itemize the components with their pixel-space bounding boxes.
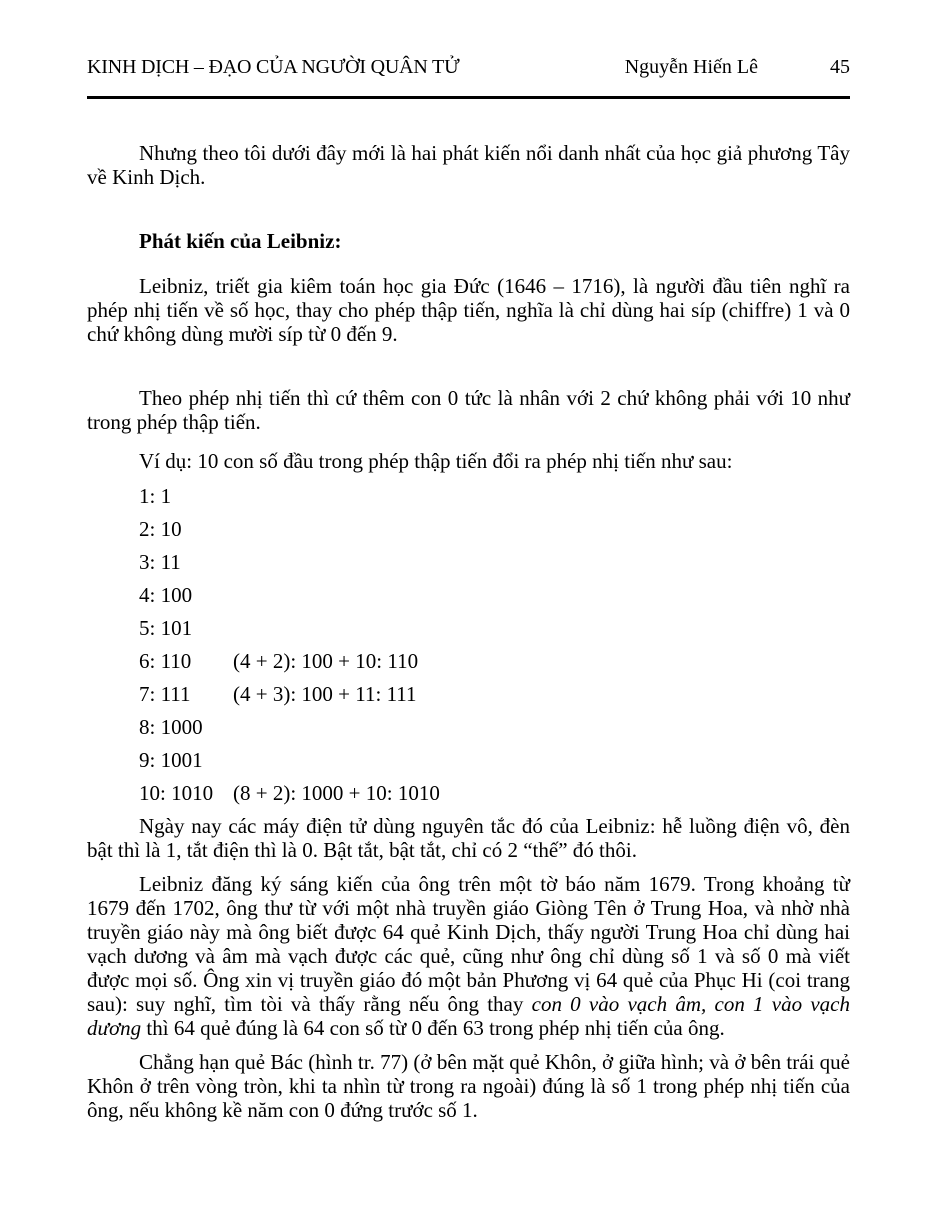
list-item-note [233, 484, 850, 508]
list-item [87, 517, 850, 541]
list-item-note [233, 550, 850, 574]
list-item-note [233, 583, 850, 607]
list-item-note [233, 616, 850, 640]
list-item-note [233, 748, 850, 772]
list-item-note [233, 517, 850, 541]
list-item-value: 7: 111 [139, 682, 191, 706]
header-author: Nguyễn Hiến Lê [624, 56, 758, 78]
list-item [87, 649, 850, 673]
history-text-after-italic: thì 64 quẻ đúng là 64 con số từ 0 đến 63 trong phép nhị tiến của ông. [141, 1016, 725, 1040]
paragraph-example-intro: Ví dụ: 10 con số đầu trong phép thập tiến đổi ra phép nhị tiến như sau: [139, 449, 733, 473]
list-item-value: 1: 1 [139, 484, 172, 508]
history-italic-phrase: con 0 vào vạch âm, con 1 vào vạch dương [87, 992, 850, 1040]
list-item [87, 715, 850, 739]
running-header [87, 55, 850, 79]
header-rule [87, 96, 850, 99]
list-item-value: 3: 11 [139, 550, 181, 574]
header-book-title: KINH DỊCH – ĐẠO CỦA NGƯỜI QUÂN TỬ [87, 56, 460, 78]
list-item-note [233, 715, 850, 739]
list-item-note: (4 + 3): 100 + 11: 111 [233, 682, 417, 706]
list-item [87, 550, 850, 574]
list-item-value: 8: 1000 [139, 715, 203, 739]
paragraph-binary-rule: Theo phép nhị tiến thì cứ thêm con 0 tức là nhân với 2 chứ không phải với 10 như trong phép thập tiến. [87, 386, 850, 434]
list-item-value: 4: 100 [139, 583, 193, 607]
list-item-note: (8 + 2): 1000 + 10: 1010 [233, 781, 440, 805]
list-item [87, 583, 850, 607]
paragraph-computers: Ngày nay các máy điện tử dùng nguyên tắc đó của Leibniz: hễ luồng điện vô, đèn bật thì là 1, tắt điện thì là 0. Bật tắt, bật tắt, chỉ có 2 “thế” đó thôi. [87, 814, 850, 862]
list-item-value: 10: 1010 [139, 781, 214, 805]
list-item-value: 9: 1001 [139, 748, 203, 772]
paragraph-history [87, 872, 850, 1040]
list-item [87, 616, 850, 640]
history-text-before-italic: Leibniz đăng ký sáng kiến của ông trên một tờ báo năm 1679. Trong khoảng từ 1679 đến 1702, ông thư từ với một nhà truyền giáo Giòng Tên ở Trung Hoa, và nhờ nhà truyền giáo này mà ông biết được 64 quẻ Kinh Dịch, thấy người Trung Hoa chỉ dùng hai vạch dương và âm mà vạch được các quẻ, cũng như ông chỉ dùng số 1 và số 0 mà viết được mọi số. Ông xin vị truyền giáo đó một bản Phương vị 64 quẻ của Phục Hi (coi trang sau): suy nghĩ, tìm tòi và thấy rằng nếu ông thay [87, 872, 850, 1016]
list-item-value: 5: 101 [139, 616, 193, 640]
section-heading: Phát kiến của Leibniz: [139, 229, 342, 253]
paragraph-bac-hexagram: Chẳng hạn quẻ Bác (hình tr. 77) (ở bên mặt quẻ Khôn, ở giữa hình; và ở bên trái quẻ Khôn ở trên vòng tròn, khi ta nhìn từ trong ra ngoài) đúng là số 1 trong phép nhị tiến của ông, nếu không kề năm con 0 đứng trước số 1. [87, 1050, 850, 1122]
paragraph-intro: Nhưng theo tôi dưới đây mới là hai phát kiến nổi danh nhất của học giả phương Tây về Kinh Dịch. [87, 141, 850, 189]
list-item [87, 748, 850, 772]
list-item-value: 6: 110 [139, 649, 192, 673]
list-item-note: (4 + 2): 100 + 10: 110 [233, 649, 419, 673]
list-item [87, 484, 850, 508]
list-item [87, 781, 850, 805]
list-item [87, 682, 850, 706]
header-page-number: 45 [830, 56, 850, 78]
binary-number-list [87, 484, 850, 805]
paragraph-leibniz-bio: Leibniz, triết gia kiêm toán học gia Đức (1646 – 1716), là người đầu tiên nghĩ ra phép nhị tiến về số học, thay cho phép thập tiến, nghĩa là chỉ dùng hai síp (chiffre) 1 và 0 chứ không dùng mười síp từ 0 đến 9. [87, 274, 850, 346]
list-item-value: 2: 10 [139, 517, 182, 541]
